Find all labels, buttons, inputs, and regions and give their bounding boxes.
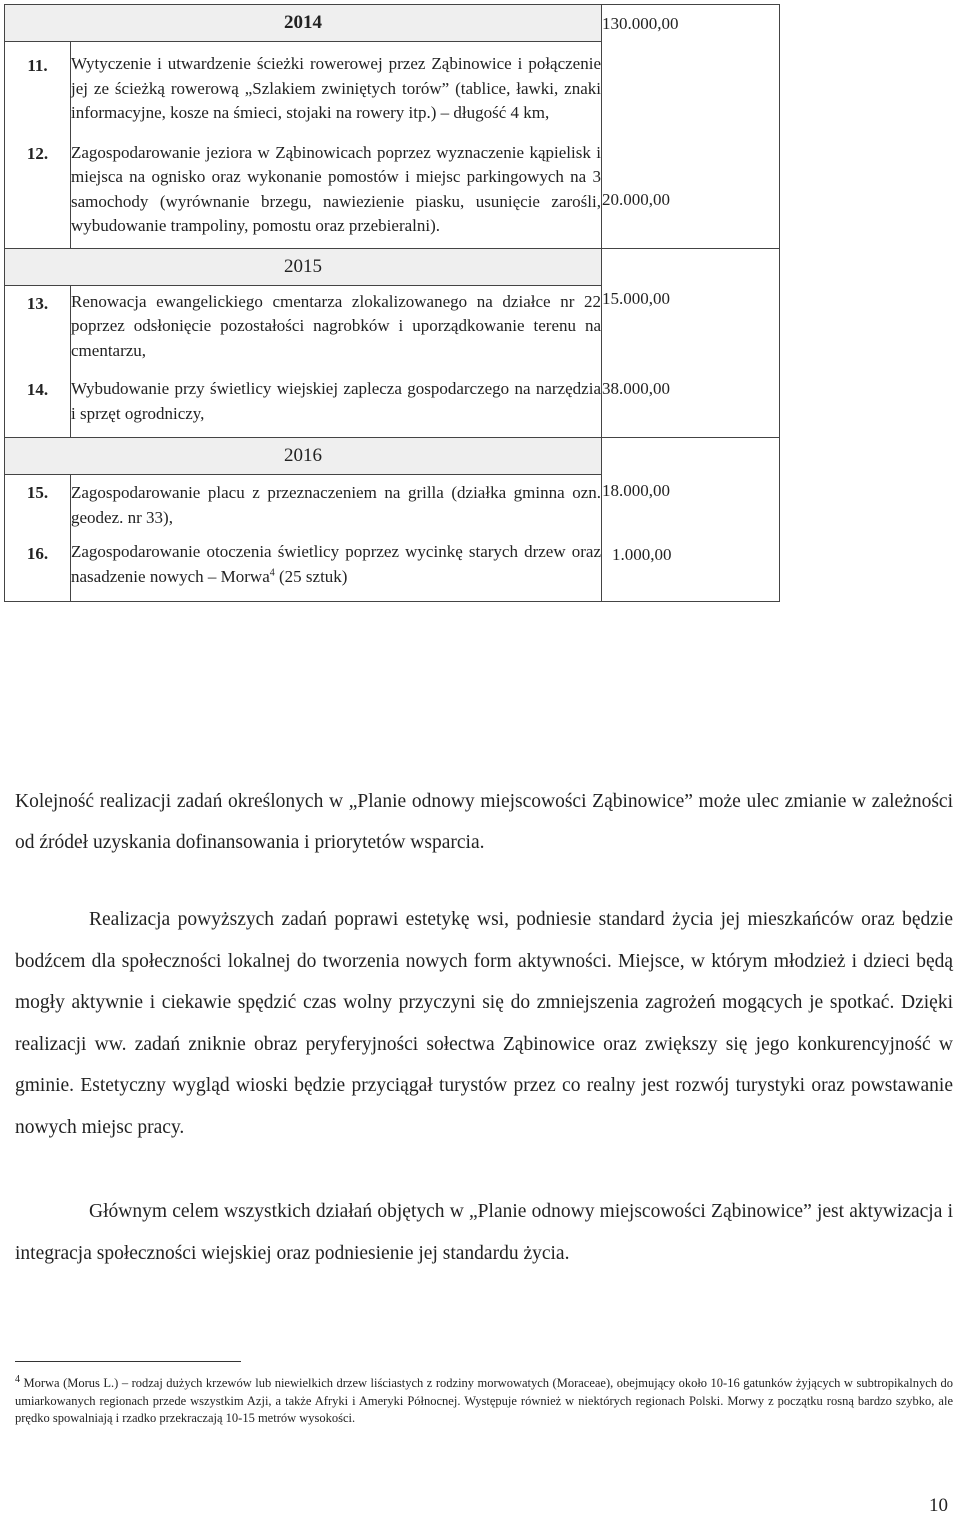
task-description: Zagospodarowanie jeziora w Ząbinowicach poprzez wyznaczenie kąpielisk i miejsca na ognisko oraz wykonanie pomostów i miejsc parkingowych na 3 samochody (wyrównanie brzegu, nawiezienie piasku, usunięcie zarośli, wybudowanie trampoliny, pomostu oraz przebieralni). [71, 137, 602, 249]
cost-cells-2016 [602, 438, 780, 602]
cost-cells-2015 [602, 248, 780, 438]
footnote-marker: 4 [15, 1373, 20, 1385]
year-label: 2016 [5, 438, 602, 475]
task-description: Renowacja ewangelickiego cmentarza zlokalizowanego na działce nr 22 poprzez odsłonięcie pozostałości nagrobków i uporządkowanie terenu na cmentarzu, [71, 285, 602, 377]
task-number: 11. [5, 42, 71, 137]
task-description: Zagospodarowanie otoczenia świetlicy poprzez wycinkę starych drzew oraz nasadzenie nowych – Morwa$^4$ (25 sztuk) [71, 540, 602, 602]
task-number: 15. [5, 475, 71, 541]
task-cost: 1.000,00 [612, 545, 672, 564]
task-cost: 18.000,00 [602, 481, 670, 500]
footnote-ref[interactable]: 4 [269, 566, 275, 578]
task-number: 13. [5, 285, 71, 377]
paragraph: Realizacja powyższych zadań poprawi estetykę wsi, podniesie standard życia jej mieszkańców oraz będzie bodźcem dla społeczności lokalnej do tworzenia nowych form aktywności. Miejsce, w którym młodzież i dzieci będą mogły aktywnie i ciekawie spędzić czas wolny przyczyni się do zmniejszenia zagrożeń mogących je spotkać. Dzięki realizacji ww. zadań zniknie obraz peryferyjności sołectwa Ząbinowice oraz zwiększy się jego konkurencyjność w gminie. Estetyczny wygląd wioski będzie przyciągał turystów przez co realny jest rozwój turystyki oraz powstawanie nowych miejsc pracy. [15, 909, 953, 1138]
task-cost: 15.000,00 [602, 288, 670, 308]
tasks-table [4, 4, 780, 602]
task-cost: 38.000,00 [602, 378, 670, 398]
footnote [15, 1375, 953, 1428]
year-header-row [5, 5, 780, 42]
task-number: 12. [5, 137, 71, 249]
task-description: Zagospodarowanie placu z przeznaczeniem na grilla (działka gminna ozn. geodez. nr 33), [71, 475, 602, 541]
cost-cells-2014 [602, 5, 780, 249]
year-label: 2014 [5, 5, 602, 42]
task-cost: 20.000,00 [602, 190, 670, 209]
paragraph: Kolejność realizacji zadań określonych w „Planie odnowy miejscowości Ząbinowice” może ulec zmianie w zależności od źródeł uzyskania dofinansowania i priorytetów wsparcia. [15, 791, 953, 853]
task-description: Wybudowanie przy świetlicy wiejskiej zaplecza gospodarczego na narzędzia i sprzęt ogrodniczy, [71, 377, 602, 438]
year-header-row [5, 248, 780, 285]
footnote-divider [15, 1361, 241, 1362]
footnote-text: Morwa (Morus L.) – rodzaj dużych krzewów lub niewielkich drzew liściastych z rodziny morwowatych (Moraceae), obejmujący około 10-16 gatunków żyjących w subtropikalnych do umiarkowanych regionach przede wszystkim Azji, a także Afryki i Ameryki Północnej. Występuje również w niektórych regionach Polski. Morwy z początku rosną bardzo szybko, ale prędko spowalniają i rzadko przekraczają 10-15 metrów wysokości. [15, 1376, 953, 1425]
task-number: 16. [5, 540, 71, 602]
task-description: Wytyczenie i utwardzenie ścieżki rowerowej przez Ząbinowice i połączenie jej ze ścieżką rowerową „Szlakiem zwiniętych torów” (tablice, ławki, znaki informacyjne, kosze na śmieci, stojaki na rowery itp.) – długość 4 km, [71, 42, 602, 137]
page-number: 10 [929, 1495, 948, 1516]
year-label: 2015 [5, 248, 602, 285]
year-header-row [5, 438, 780, 475]
paragraph: Głównym celem wszystkich działań objętych w „Planie odnowy miejscowości Ząbinowice” jest aktywizacja i integracja społeczności wiejskiej oraz podniesienie jej standardu życia. [15, 1201, 953, 1264]
task-number: 14. [5, 377, 71, 438]
task-cost: 130.000,00 [602, 14, 679, 33]
